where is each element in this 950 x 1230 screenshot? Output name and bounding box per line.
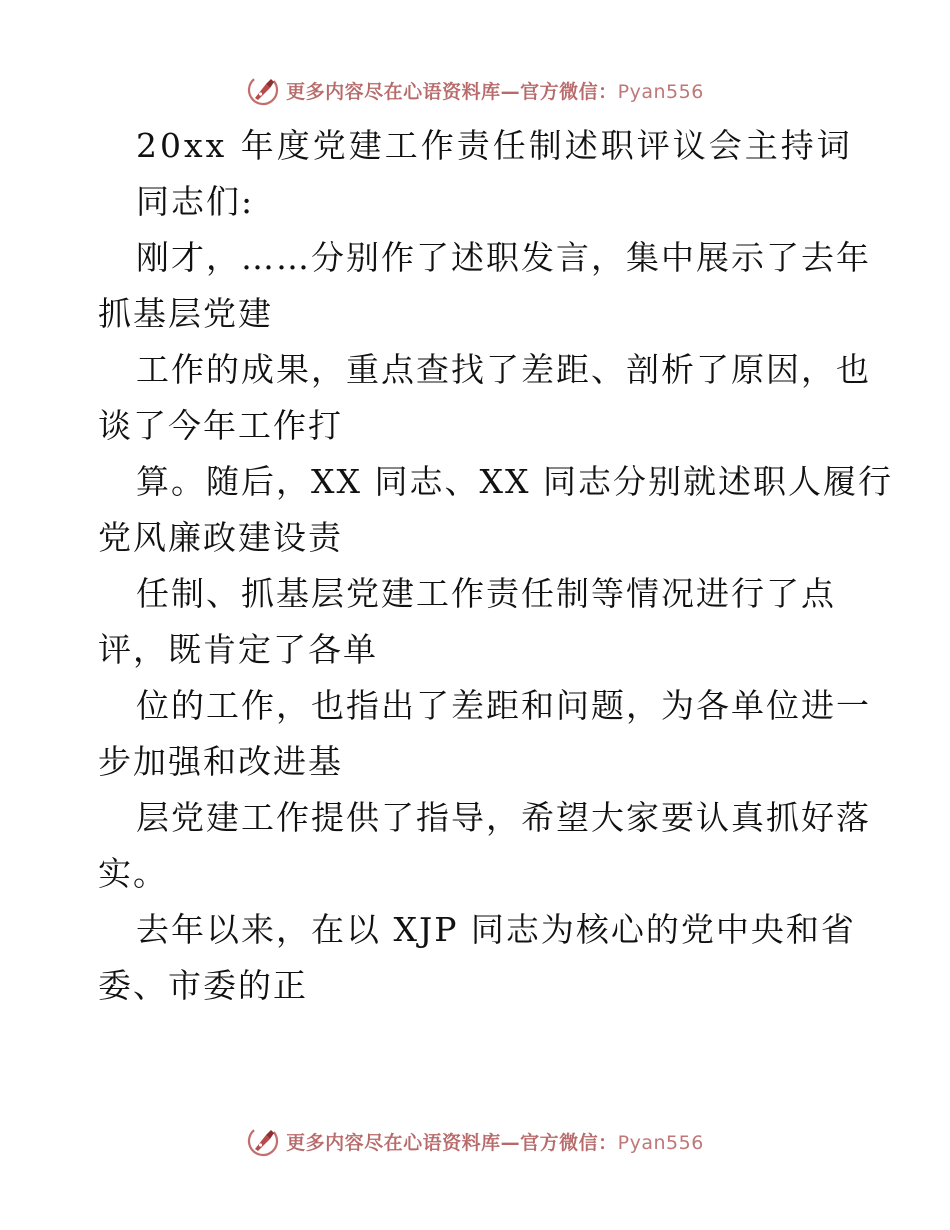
paragraph-line: 评，既肯定了各单 (98, 630, 378, 669)
watermark-text (286, 1128, 704, 1155)
pen-nib-logo-icon (246, 73, 280, 107)
watermark-wechat-id: Pyan556 (617, 80, 704, 103)
paragraph-line: 刚才，……分别作了述职发言，集中展示了去年 (136, 238, 871, 277)
watermark-text (286, 77, 704, 104)
pen-nib-logo-icon (246, 1124, 280, 1158)
salutation-line: 同志们: (136, 182, 255, 221)
paragraph-line: 层党建工作提供了指导，希望大家要认真抓好落 (136, 798, 871, 837)
paragraph-line: 工作的成果，重点查找了差距、剖析了原因，也 (136, 350, 871, 389)
document-body (98, 118, 893, 1014)
paragraph-line: 实。 (98, 854, 168, 893)
watermark-text-cn: 更多内容尽在心语资料库—官方微信： (286, 80, 618, 103)
paragraph-line: 任制、抓基层党建工作责任制等情况进行了点 (136, 574, 836, 613)
footer-watermark (0, 1121, 950, 1161)
paragraph-line: 位的工作，也指出了差距和问题，为各单位进一 (136, 686, 871, 725)
watermark-wechat-id: Pyan556 (617, 1131, 704, 1154)
document-title: 20xx 年度党建工作责任制述职评议会主持词 (136, 126, 853, 165)
header-watermark (0, 70, 950, 110)
paragraph-line: 谈了今年工作打 (98, 406, 343, 445)
paragraph-line: 委、市委的正 (98, 966, 308, 1005)
paragraph-line: 算。随后，XX 同志、XX 同志分别就述职人履行 (136, 462, 893, 501)
watermark-text-cn: 更多内容尽在心语资料库—官方微信： (286, 1131, 618, 1154)
watermark-group (246, 73, 704, 107)
paragraph-line: 步加强和改进基 (98, 742, 343, 781)
paragraph-line: 抓基层党建 (98, 294, 273, 333)
watermark-group (246, 1124, 704, 1158)
paragraph-line: 党风廉政建设责 (98, 518, 343, 557)
paragraph-line: 去年以来，在以 XJP 同志为核心的党中央和省 (136, 910, 856, 949)
